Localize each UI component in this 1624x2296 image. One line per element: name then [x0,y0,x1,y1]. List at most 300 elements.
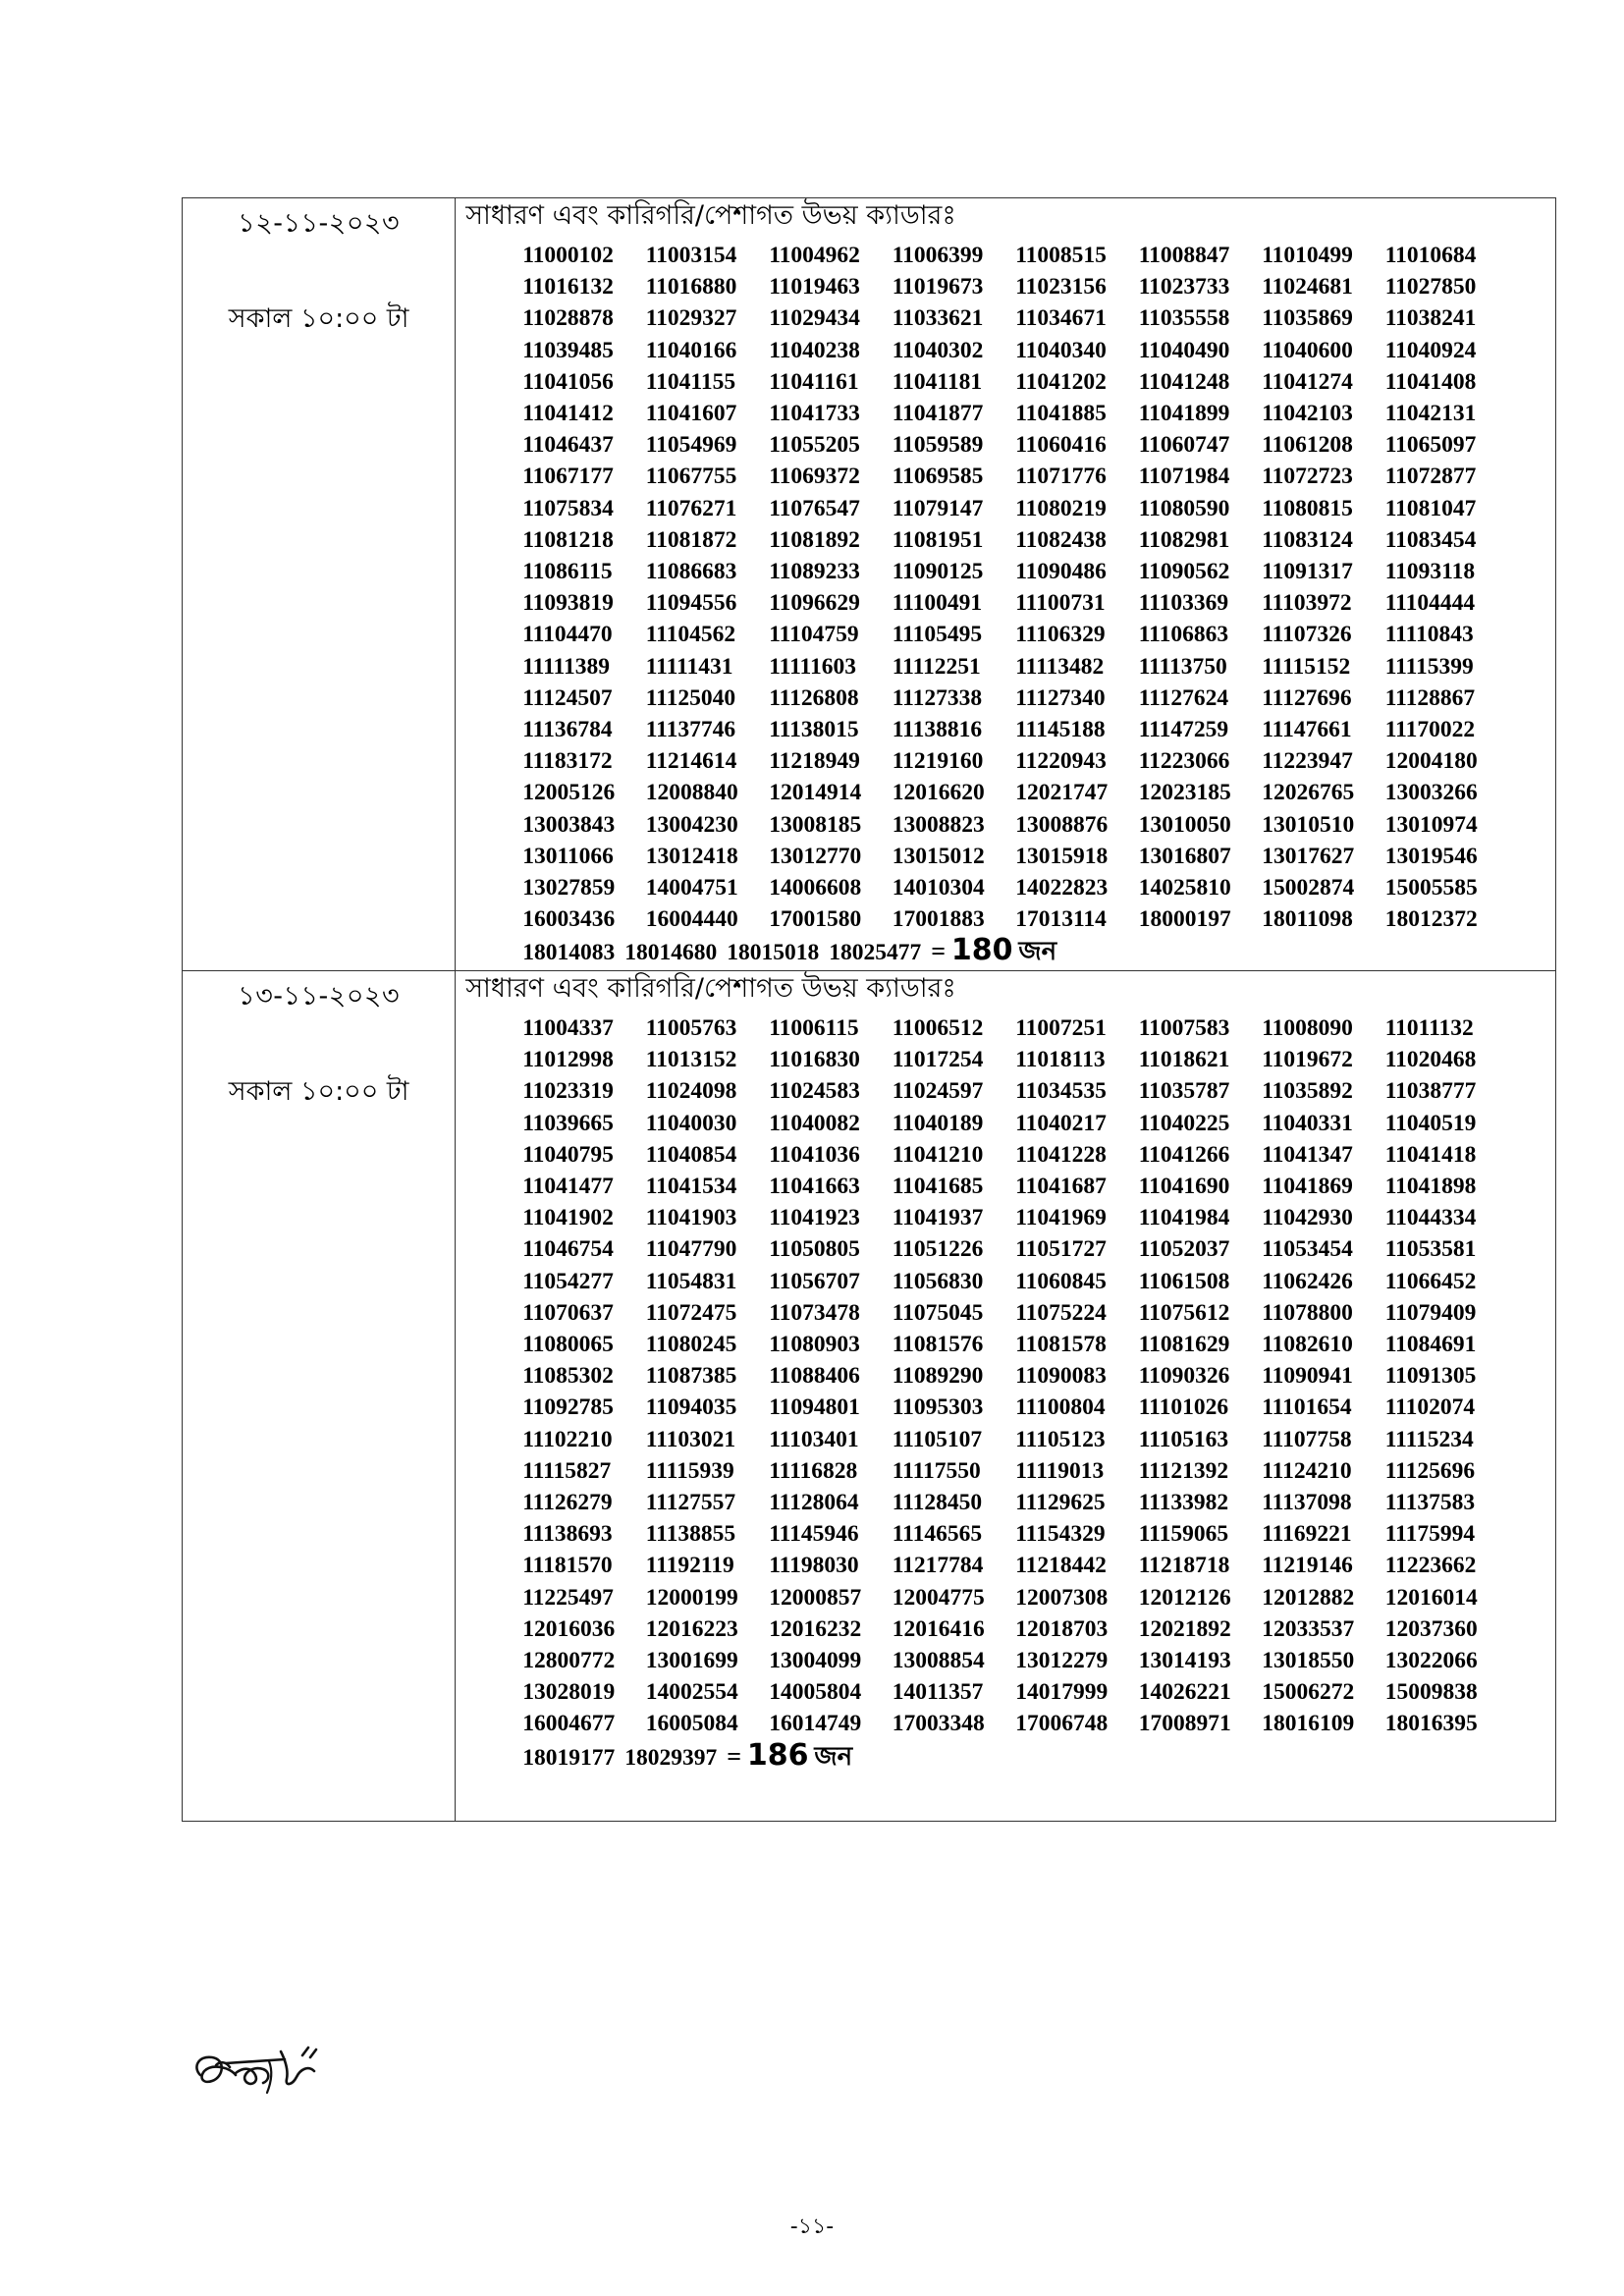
roll-number: 11105495 [892,622,983,648]
roll-number: 18016395 [1384,1711,1478,1737]
roll-number: 11019672 [1262,1047,1353,1073]
roll-number: 11041899 [1138,401,1230,427]
roll-number: 11038241 [1384,305,1477,332]
roll-number: 12012882 [1262,1584,1355,1611]
roll-number: 11100491 [892,590,983,617]
page-number: -১১- [789,2214,835,2239]
roll-number: 12018703 [1015,1615,1109,1642]
roll-number: 11072475 [645,1299,737,1326]
roll-number: 11024597 [892,1078,984,1105]
roll-number: 11041347 [1262,1141,1353,1168]
roll-number: 11107326 [1262,622,1352,648]
roll-number: 11076271 [645,495,737,521]
roll-row [522,1613,1555,1645]
total-equals: = [727,1741,742,1771]
roll-total-row [522,935,1555,968]
roll-row [522,903,1555,935]
roll-number: 11106863 [1138,622,1229,648]
roll-number: 11041210 [892,1141,984,1168]
roll-number: 13003266 [1384,780,1478,806]
handwritten-signature [187,2038,344,2106]
roll-number: 11071776 [1015,464,1107,490]
roll-number: 11086115 [522,559,613,585]
roll-number: 11016830 [769,1047,860,1073]
roll-number: 11061508 [1138,1268,1230,1294]
roll-number: 11000102 [522,243,614,268]
roll-number: 11127338 [892,684,983,711]
roll-row [522,1266,1555,1297]
roll-number: 11040795 [522,1141,614,1168]
roll-row [522,651,1555,683]
roll-number: 11066452 [1384,1268,1477,1294]
roll-number: 11041181 [892,368,983,395]
roll-number: 11047790 [645,1236,737,1263]
roll-number: 11041687 [1015,1174,1107,1200]
roll-number: 13010510 [1262,811,1355,838]
roll-number: 11080903 [769,1332,860,1358]
roll-number: 12007308 [1015,1584,1109,1611]
roll-number: 11018113 [1015,1047,1106,1073]
roll-number: 15006272 [1262,1679,1355,1706]
candidate-total-count: 180 [950,933,1013,968]
roll-row [522,1108,1555,1139]
roll-number: 13012418 [645,843,738,869]
roll-number: 11042103 [1262,401,1353,427]
roll-number: 11217784 [892,1553,984,1579]
roll-number: 11028878 [522,305,614,332]
roll-number: 11094801 [769,1394,860,1421]
roll-number: 13027859 [522,875,616,902]
roll-number: 11006399 [892,243,984,268]
roll-number: 11082610 [1262,1332,1353,1358]
roll-number: 18012372 [1384,906,1478,933]
roll-number: 16004677 [522,1711,616,1737]
roll-number: 18015018 [727,940,820,966]
roll-number: 11081892 [769,526,860,553]
roll-number-grid [522,1012,1555,1774]
roll-number: 13015918 [1015,843,1109,869]
roll-number: 14006608 [769,875,862,902]
roll-row [522,1424,1555,1455]
roll-row [522,1233,1555,1265]
roll-number: 13014193 [1138,1648,1231,1674]
roll-row [522,1455,1555,1487]
roll-number: 11183172 [522,748,613,775]
roll-number: 11218718 [1138,1553,1230,1579]
roll-number: 11225497 [522,1584,614,1611]
roll-number: 11090125 [892,559,984,585]
roll-number: 11080065 [522,1332,614,1358]
roll-number: 12026765 [1262,780,1355,806]
roll-number: 11081047 [1384,495,1477,521]
cadre-heading: সাধারণ এবং কারিগরি/পেশাগত উভয় ক্যাডারঃ [465,973,956,1004]
roll-number: 11046754 [522,1236,614,1263]
roll-number: 11029434 [769,305,860,332]
roll-number: 11053581 [1384,1236,1477,1263]
roll-number: 11010499 [1262,243,1353,268]
roll-number: 14011357 [892,1679,984,1706]
roll-number: 11127696 [1262,684,1352,711]
roll-number: 11035787 [1138,1078,1230,1105]
roll-number: 11040854 [645,1141,737,1168]
roll-number: 11054277 [522,1268,614,1294]
roll-number: 11073478 [769,1299,860,1326]
roll-number: 12016036 [522,1615,616,1642]
roll-number: 11041902 [522,1205,614,1231]
roll-number: 11056830 [892,1268,984,1294]
roll-number: 11113750 [1138,653,1227,680]
roll-number: 11024583 [769,1078,860,1105]
roll-number: 11090941 [1262,1363,1353,1390]
roll-number: 16005084 [645,1711,738,1737]
roll-number: 11129625 [1015,1490,1106,1516]
roll-number: 11041869 [1262,1174,1353,1200]
roll-number: 11044334 [1384,1205,1477,1231]
roll-number: 11145188 [1015,717,1106,743]
roll-row [522,461,1555,492]
roll-row [522,777,1555,808]
roll-number: 14026221 [1138,1679,1231,1706]
roll-row [522,524,1555,556]
roll-number: 11033621 [892,305,984,332]
roll-number: 11088406 [769,1363,860,1390]
roll-number: 11040924 [1384,337,1477,363]
roll-row [522,683,1555,714]
roll-number: 11041228 [1015,1141,1107,1168]
roll-number: 11198030 [769,1553,859,1579]
roll-number: 11081576 [892,1332,984,1358]
roll-number: 11039485 [522,337,614,363]
roll-number: 11016132 [522,274,614,301]
roll-number: 11081218 [522,526,614,553]
roll-number: 11041534 [645,1174,737,1200]
roll-number: 11040519 [1384,1110,1477,1136]
roll-number: 11115152 [1262,653,1351,680]
roll-number: 11019463 [769,274,860,301]
roll-number: 11093819 [522,590,614,617]
roll-number: 11145946 [769,1521,859,1548]
session-roll-cell [456,198,1556,971]
roll-number: 11072723 [1262,464,1353,490]
roll-number: 11003154 [645,243,737,268]
roll-number: 18019177 [522,1744,616,1771]
roll-row [522,1392,1555,1423]
roll-number: 11040189 [892,1110,984,1136]
roll-number: 11041161 [769,368,859,395]
roll-number: 13017627 [1262,843,1355,869]
roll-number: 11159065 [1138,1521,1229,1548]
roll-number: 11084691 [1384,1332,1477,1358]
roll-number: 11061208 [1262,432,1353,459]
roll-number: 11007251 [1015,1015,1107,1041]
roll-number: 12004775 [892,1584,985,1611]
roll-row [522,587,1555,619]
roll-number: 11218442 [1015,1553,1107,1579]
roll-number: 11038777 [1384,1078,1477,1105]
roll-row [522,809,1555,841]
roll-number: 11041903 [645,1205,737,1231]
roll-number: 11117550 [892,1457,981,1484]
roll-number: 11218949 [769,748,860,775]
roll-number: 11060845 [1015,1268,1107,1294]
roll-number: 11127557 [645,1490,736,1516]
roll-number: 11219146 [1262,1553,1353,1579]
roll-number: 11081578 [1015,1332,1107,1358]
roll-row [522,302,1555,334]
roll-number: 11046437 [522,432,614,459]
roll-number: 11024098 [645,1078,737,1105]
roll-number: 11027850 [1384,274,1477,301]
roll-number: 13001699 [645,1648,738,1674]
roll-number: 11080815 [1262,495,1353,521]
roll-number: 18014083 [522,940,616,966]
roll-number: 14002554 [645,1679,738,1706]
roll-row [522,366,1555,398]
roll-number: 13008185 [769,811,862,838]
roll-number: 14017999 [1015,1679,1109,1706]
roll-number: 11083124 [1262,526,1353,553]
roll-number: 11076547 [769,495,860,521]
roll-number: 11091305 [1384,1363,1477,1390]
roll-number: 11041984 [1138,1205,1230,1231]
roll-number: 11016880 [645,274,737,301]
roll-number: 11004337 [522,1015,614,1041]
roll-number-grid [522,240,1555,969]
roll-number: 13010974 [1384,811,1478,838]
roll-number: 15002874 [1262,875,1355,902]
roll-row [522,1645,1555,1676]
roll-number: 11147259 [1138,717,1229,743]
roll-number: 11059589 [892,432,984,459]
roll-number: 11137746 [645,717,736,743]
roll-number: 11110843 [1384,622,1474,648]
roll-number: 11041969 [1015,1205,1107,1231]
roll-row [522,556,1555,587]
roll-number: 16003436 [522,906,616,933]
roll-number: 11138816 [892,717,983,743]
roll-total-row [522,1737,1555,1774]
roll-number: 11137583 [1384,1490,1476,1516]
roll-number: 11041412 [522,401,614,427]
roll-number: 14005804 [769,1679,862,1706]
roll-number: 11086683 [645,559,737,585]
roll-number: 13010050 [1138,811,1231,838]
roll-number: 11008515 [1015,243,1107,268]
roll-number: 11105107 [892,1426,983,1452]
roll-number: 11041885 [1015,401,1107,427]
roll-row [522,1582,1555,1613]
roll-number: 11023733 [1138,274,1230,301]
roll-number: 11008090 [1262,1015,1353,1041]
roll-number: 11090083 [1015,1363,1107,1390]
roll-number: 11040340 [1015,337,1107,363]
roll-row [522,398,1555,429]
roll-number: 11075045 [892,1299,984,1326]
roll-number: 11147661 [1262,717,1352,743]
candidate-unit: জন [814,1741,853,1772]
roll-number: 13011066 [522,843,614,869]
roll-number: 11034535 [1015,1078,1107,1105]
roll-number: 11079147 [892,495,984,521]
roll-number: 11219160 [892,748,984,775]
roll-number: 11223947 [1262,748,1353,775]
roll-number: 11094556 [645,590,737,617]
roll-number: 11124210 [1262,1457,1352,1484]
roll-number: 11146565 [892,1521,983,1548]
roll-number: 11090326 [1138,1363,1230,1390]
roll-number: 18025477 [829,940,922,966]
roll-number: 17006748 [1015,1711,1109,1737]
roll-number: 13004230 [645,811,738,838]
candidate-unit: জন [1018,937,1057,967]
roll-number: 18016109 [1262,1711,1355,1737]
roll-number: 14010304 [892,875,985,902]
roll-number: 17001883 [892,906,985,933]
roll-number: 11065097 [1384,432,1477,459]
roll-row [522,714,1555,745]
roll-number: 11102210 [522,1426,613,1452]
roll-number: 15005585 [1384,875,1478,902]
roll-row [522,271,1555,302]
roll-number: 11126808 [769,684,859,711]
roll-number: 11102074 [1384,1394,1476,1421]
session-time: সকাল ১০:০০ টা [228,303,409,334]
roll-number: 11115827 [522,1457,612,1484]
roll-number: 11081872 [645,526,737,553]
roll-row [522,745,1555,777]
roll-number: 11128867 [1384,684,1476,711]
roll-number: 11062426 [1262,1268,1353,1294]
roll-number: 13016807 [1138,843,1231,869]
roll-number: 11111389 [522,653,611,680]
roll-number: 11041248 [1138,368,1230,395]
roll-number: 11133982 [1138,1490,1229,1516]
session-date: ১২-১১-২০২৩ [238,208,400,239]
roll-number: 18011098 [1262,906,1353,933]
roll-number: 11075612 [1138,1299,1230,1326]
roll-number: 13004099 [769,1648,862,1674]
roll-number: 11054831 [645,1268,737,1294]
roll-row [522,1676,1555,1708]
roll-number: 11154329 [1015,1521,1106,1548]
roll-number: 11051226 [892,1236,984,1263]
roll-number: 11079409 [1384,1299,1477,1326]
roll-number: 11020468 [1384,1047,1477,1073]
roll-number: 11067177 [522,464,614,490]
session-row [183,198,1556,971]
roll-number: 14004751 [645,875,738,902]
roll-number: 11075834 [522,495,614,521]
total-equals: = [931,937,947,966]
roll-number: 11220943 [1015,748,1107,775]
roll-number: 11006115 [769,1015,859,1041]
roll-number: 11069585 [892,464,984,490]
roll-row [522,1297,1555,1329]
roll-number: 14022823 [1015,875,1109,902]
roll-number: 11060416 [1015,432,1107,459]
roll-number: 13012770 [769,843,862,869]
roll-number: 11169221 [1262,1521,1352,1548]
roll-number: 11170022 [1384,717,1476,743]
roll-number: 11107758 [1262,1426,1352,1452]
roll-number: 12016223 [645,1615,738,1642]
roll-row [522,1550,1555,1581]
roll-number: 11056707 [769,1268,860,1294]
roll-number: 11041877 [892,401,984,427]
roll-number: 11192119 [645,1553,734,1579]
roll-number: 11181570 [522,1553,613,1579]
roll-number: 11041477 [522,1174,614,1200]
roll-number: 11040238 [769,337,860,363]
roll-number: 11138693 [522,1521,613,1548]
roll-number: 16014749 [769,1711,862,1737]
roll-number: 11041274 [1262,368,1353,395]
roll-number: 11092785 [522,1394,614,1421]
roll-number: 11128064 [769,1490,859,1516]
roll-number: 11040217 [1015,1110,1107,1136]
roll-number: 11010684 [1384,243,1477,268]
roll-number: 11035892 [1262,1078,1353,1105]
roll-number: 11095303 [892,1394,984,1421]
roll-number: 12800772 [522,1648,616,1674]
roll-number: 11041690 [1138,1174,1230,1200]
roll-row [522,1708,1555,1739]
roll-number: 11011132 [1384,1015,1474,1041]
roll-number: 11067755 [645,464,737,490]
roll-number: 11104444 [1384,590,1476,617]
roll-row [522,1518,1555,1550]
roll-row [522,1075,1555,1107]
roll-number: 11104759 [769,622,859,648]
roll-number: 11113482 [1015,653,1105,680]
roll-number: 12012126 [1138,1584,1231,1611]
roll-number: 11018621 [1138,1047,1230,1073]
roll-number: 11013152 [645,1047,737,1073]
roll-number: 11042930 [1262,1205,1353,1231]
roll-number: 11103369 [1138,590,1229,617]
roll-number: 11112251 [892,653,981,680]
roll-number: 11138015 [769,717,859,743]
roll-number: 11005763 [645,1015,737,1041]
roll-number: 11051727 [1015,1236,1107,1263]
roll-number: 16004440 [645,906,738,933]
roll-number: 11121392 [1138,1457,1229,1484]
roll-row [522,841,1555,872]
roll-row [522,1171,1555,1202]
roll-number: 11053454 [1262,1236,1353,1263]
roll-number: 11103972 [1262,590,1352,617]
roll-number: 11054969 [645,432,737,459]
roll-number: 11124507 [522,684,613,711]
roll-number: 11041685 [892,1174,984,1200]
roll-number: 12021892 [1138,1615,1231,1642]
roll-number: 11029327 [645,305,737,332]
roll-row [522,1329,1555,1360]
roll-number: 11040490 [1138,337,1230,363]
roll-number: 18029397 [624,1744,718,1771]
roll-number: 11052037 [1138,1236,1230,1263]
roll-number: 13018550 [1262,1648,1355,1674]
roll-number: 11094035 [645,1394,737,1421]
roll-number: 14025810 [1138,875,1231,902]
roll-number: 11041202 [1015,368,1107,395]
roll-number: 12016014 [1384,1584,1478,1611]
roll-number: 18000197 [1138,906,1231,933]
roll-number: 11050805 [769,1236,860,1263]
roll-number: 11223662 [1384,1553,1477,1579]
roll-number: 18014680 [624,940,718,966]
roll-number: 13028019 [522,1679,616,1706]
